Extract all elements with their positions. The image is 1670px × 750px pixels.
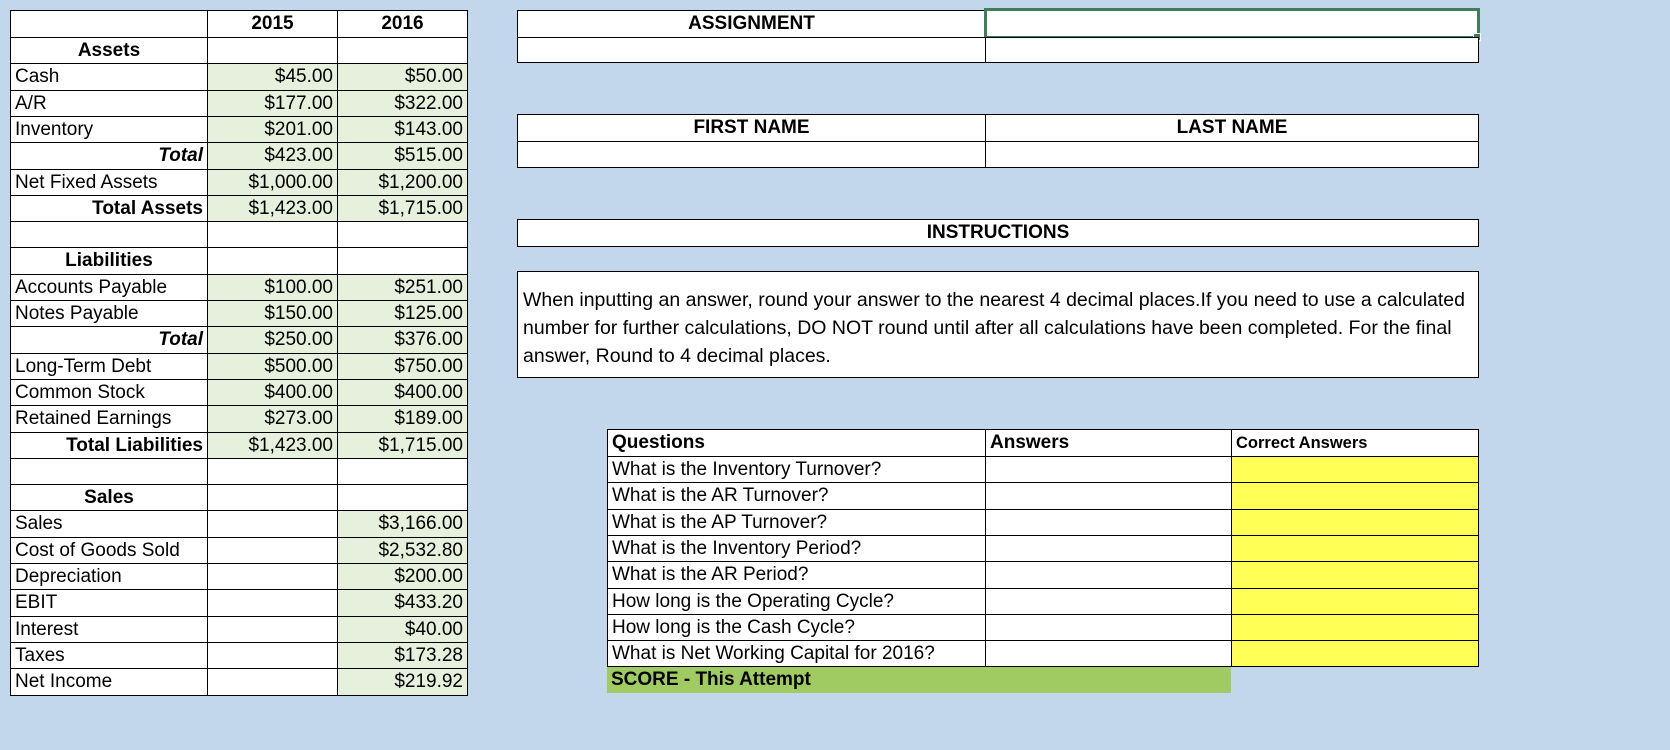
value-2015-cell[interactable]: [207, 221, 338, 248]
value-2016-cell[interactable]: $219.92: [337, 668, 468, 696]
value-2016-cell[interactable]: [337, 221, 468, 248]
correct-answer-cell: [1231, 482, 1479, 510]
score-label: SCORE - This Attempt: [607, 667, 1231, 693]
question-cell: What is the Inventory Period?: [607, 535, 987, 562]
value-2016-cell[interactable]: $251.00: [337, 274, 468, 301]
value-2016-cell[interactable]: $200.00: [337, 563, 468, 590]
value-2016-cell[interactable]: $1,200.00: [337, 169, 468, 196]
value-2015-cell[interactable]: $45.00: [207, 63, 338, 91]
row-label[interactable]: Total: [10, 142, 208, 170]
value-2015-cell[interactable]: [207, 537, 338, 564]
row-label[interactable]: Net Fixed Assets: [10, 169, 208, 196]
value-2015-cell[interactable]: $423.00: [207, 142, 338, 170]
answers-header: Answers: [985, 429, 1233, 457]
value-2015-cell[interactable]: [207, 563, 338, 590]
value-2016-cell[interactable]: $3,166.00: [337, 510, 468, 538]
value-2016-cell[interactable]: $433.20: [337, 589, 468, 617]
value-2016-cell[interactable]: $400.00: [337, 379, 468, 406]
value-2016-cell[interactable]: $1,715.00: [337, 432, 468, 459]
row-label[interactable]: A/R: [10, 90, 208, 117]
answer-input[interactable]: [985, 509, 1233, 536]
question-cell: What is the AR Period?: [607, 561, 987, 589]
value-2015-cell[interactable]: [207, 247, 338, 275]
value-2015-cell[interactable]: $100.00: [207, 274, 338, 301]
row-label[interactable]: Long-Term Debt: [10, 353, 208, 380]
value-2016-cell[interactable]: $143.00: [337, 116, 468, 143]
value-2016-cell[interactable]: $189.00: [337, 405, 468, 433]
correct-answers-header: Correct Answers: [1231, 429, 1479, 457]
year-header-2015[interactable]: 2015: [207, 10, 338, 38]
answer-input[interactable]: [985, 535, 1233, 562]
question-cell: What is the AR Turnover?: [607, 482, 987, 510]
row-label[interactable]: Sales: [10, 484, 208, 511]
correct-answer-cell: [1231, 456, 1479, 483]
assignment-blank-right[interactable]: [985, 37, 1479, 63]
row-label[interactable]: Liabilities: [10, 247, 208, 275]
row-label[interactable]: Depreciation: [10, 563, 208, 590]
question-cell: What is the AP Turnover?: [607, 509, 987, 536]
row-label[interactable]: Taxes: [10, 642, 208, 669]
value-2015-cell[interactable]: [207, 37, 338, 64]
value-2015-cell[interactable]: $1,000.00: [207, 169, 338, 196]
assignment-label: ASSIGNMENT: [517, 10, 986, 38]
row-label[interactable]: Cash: [10, 63, 208, 91]
value-2015-cell[interactable]: [207, 458, 338, 485]
correct-answer-cell: [1231, 535, 1479, 562]
value-2016-cell[interactable]: $376.00: [337, 326, 468, 354]
value-2016-cell[interactable]: [337, 37, 468, 64]
last-name-input[interactable]: [985, 141, 1479, 168]
value-2016-cell[interactable]: $1,715.00: [337, 195, 468, 222]
value-2016-cell[interactable]: $750.00: [337, 353, 468, 380]
row-label[interactable]: [10, 221, 208, 248]
correct-answer-cell: [1231, 588, 1479, 615]
assignment-blank-left[interactable]: [517, 37, 986, 63]
correct-answer-cell: [1231, 614, 1479, 641]
question-cell: What is the Inventory Turnover?: [607, 456, 987, 483]
answer-input[interactable]: [985, 588, 1233, 615]
row-label[interactable]: Cost of Goods Sold: [10, 537, 208, 564]
answer-input[interactable]: [985, 640, 1233, 667]
correct-answer-cell: [1231, 640, 1479, 667]
value-2016-cell[interactable]: $50.00: [337, 63, 468, 91]
value-2015-cell[interactable]: $1,423.00: [207, 432, 338, 459]
year-header-2016[interactable]: 2016: [337, 10, 468, 38]
value-2015-cell[interactable]: $177.00: [207, 90, 338, 117]
row-label[interactable]: EBIT: [10, 589, 208, 617]
correct-answer-cell: [1231, 561, 1479, 589]
row-label[interactable]: Total: [10, 326, 208, 354]
row-label[interactable]: Interest: [10, 616, 208, 643]
value-2015-cell[interactable]: $500.00: [207, 353, 338, 380]
value-2016-cell[interactable]: $515.00: [337, 142, 468, 170]
correct-answer-cell: [1231, 509, 1479, 536]
row-label[interactable]: Total Assets: [10, 195, 208, 222]
answer-input[interactable]: [985, 561, 1233, 589]
row-label[interactable]: Inventory: [10, 116, 208, 143]
row-label[interactable]: Assets: [10, 37, 208, 64]
last-name-label: LAST NAME: [985, 114, 1479, 142]
row-label[interactable]: Total Liabilities: [10, 432, 208, 459]
answer-input[interactable]: [985, 482, 1233, 510]
value-2016-cell[interactable]: $173.28: [337, 642, 468, 669]
value-2015-cell[interactable]: [207, 642, 338, 669]
value-2016-cell[interactable]: [337, 247, 468, 275]
answer-input[interactable]: [985, 614, 1233, 641]
value-2015-cell[interactable]: $1,423.00: [207, 195, 338, 222]
value-2016-cell[interactable]: $2,532.80: [337, 537, 468, 564]
question-cell: How long is the Operating Cycle?: [607, 588, 987, 615]
first-name-label: FIRST NAME: [517, 114, 986, 142]
value-2015-cell[interactable]: $201.00: [207, 116, 338, 143]
assignment-input[interactable]: [984, 8, 1480, 39]
value-2015-cell[interactable]: [207, 668, 338, 696]
answer-input[interactable]: [985, 456, 1233, 483]
value-2015-cell[interactable]: [207, 589, 338, 617]
value-2015-cell[interactable]: $150.00: [207, 300, 338, 327]
value-2016-cell[interactable]: [337, 484, 468, 511]
value-2015-cell[interactable]: [207, 510, 338, 538]
value-2015-cell[interactable]: $273.00: [207, 405, 338, 433]
row-label[interactable]: Notes Payable: [10, 300, 208, 327]
value-2016-cell[interactable]: $40.00: [337, 616, 468, 643]
row-label[interactable]: [10, 458, 208, 485]
value-2016-cell[interactable]: $322.00: [337, 90, 468, 117]
value-2015-cell[interactable]: [207, 484, 338, 511]
questions-header: Questions: [607, 429, 987, 457]
first-name-input[interactable]: [517, 141, 986, 168]
value-2016-cell[interactable]: [337, 458, 468, 485]
instructions-text: When inputting an answer, round your answer to the nearest 4 decimal places.If you need to use a calculated number for further calculations, DO NOT round until after all calculations have been completed. For the final answer, Round to 4 decimal places.: [517, 271, 1479, 378]
value-2016-cell[interactable]: $125.00: [337, 300, 468, 327]
question-cell: What is Net Working Capital for 2016?: [607, 640, 987, 667]
row-label[interactable]: Net Income: [10, 668, 208, 696]
question-cell: How long is the Cash Cycle?: [607, 614, 987, 641]
sheet-corner-cell[interactable]: [10, 10, 208, 38]
row-label[interactable]: Retained Earnings: [10, 405, 208, 433]
row-label[interactable]: Sales: [10, 510, 208, 538]
value-2015-cell[interactable]: $400.00: [207, 379, 338, 406]
row-label[interactable]: Accounts Payable: [10, 274, 208, 301]
value-2015-cell[interactable]: $250.00: [207, 326, 338, 354]
instructions-label: INSTRUCTIONS: [517, 219, 1479, 247]
row-label[interactable]: Common Stock: [10, 379, 208, 406]
value-2015-cell[interactable]: [207, 616, 338, 643]
